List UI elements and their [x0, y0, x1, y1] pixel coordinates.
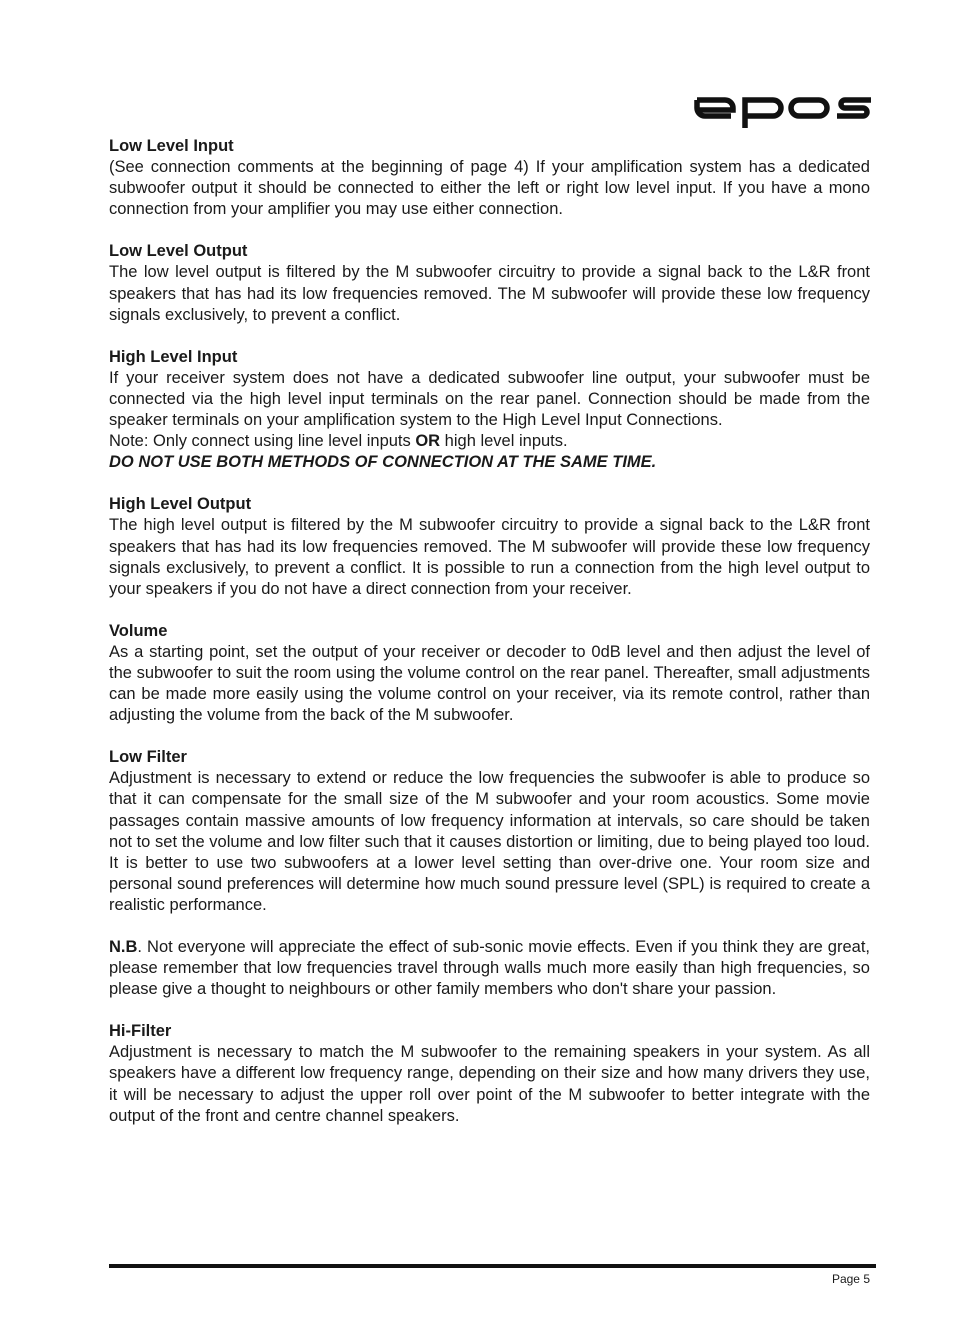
section-paragraph: As a starting point, set the output of your receiver or decoder to 0dB level and then adjust the level of the subwoofer to suit the room using the volume control on the rear panel. Thereafter, small adjustments can be made more easily using the volume control on your receiver, via its remote control, rather than adjusting the volume from the back of the M subwoofer. [109, 642, 870, 725]
section-paragraph: Adjustment is necessary to extend or reduce the low frequencies the subwoofer is able to produce so that it can compensate for the small size of the M subwoofer and your room acoustics. Some movie passages contain massive amounts of low frequency information at intervals, so care should be taken not to set the volume and low filter such that it causes distortion or limiting, due to being played too loud. It is better to use two subwoofers at a lower level setting than over-drive one. Your room size and personal sound preferences will determine how much sound pressure level (SPL) is required to create a realistic performance. [109, 769, 870, 914]
epos-logo [693, 86, 873, 130]
section-paragraph: If your receiver system does not have a dedicated subwoofer line output, your subwoofer must be connected via the high level input terminals on the rear panel. Connection should be made from the speaker terminals on your amplification system to the High Level Input Connections. [109, 368, 870, 430]
nb-text: . Not everyone will appreciate the effect of sub-sonic movie effects. Even if you think they are great, please remember that low frequencies travel through walls much more easily than high frequencies, so please give a thought to neighbours or other family members who don't share your passion. [109, 938, 870, 999]
section-high-level-output [109, 494, 870, 599]
section-low-level-input [109, 136, 870, 220]
section-heading: High Level Input [109, 347, 238, 366]
nb-label: N.B [109, 938, 138, 956]
section-low-filter [109, 747, 870, 916]
section-heading: Low Level Output [109, 242, 248, 261]
section-paragraph: The low level output is filtered by the M subwoofer circuitry to provide a signal back to the L&R front speakers that has had its low frequencies removed. The M subwoofer will provide these low frequency signals exclusively, to prevent a conflict. [109, 263, 870, 324]
connection-warning: DO NOT USE BOTH METHODS OF CONNECTION AT THE SAME TIME. [109, 453, 657, 472]
connection-note [109, 431, 870, 452]
note-text: Note: Only connect using line level inputs [109, 432, 416, 451]
footer-rule [109, 1264, 876, 1268]
section-heading: Low Level Input [109, 137, 234, 155]
section-volume [109, 621, 870, 726]
section-paragraph: The high level output is filtered by the M subwoofer circuitry to provide a signal back to the L&R front speakers that has had its low frequencies removed. The M subwoofer will provide these low frequency signals exclusively, to prevent a conflict. It is possible to run a connection from the high level output to your speakers if you do not have a direct connection from your receiver. [109, 516, 870, 598]
document-body [109, 136, 870, 1148]
section-low-level-output [109, 241, 870, 325]
section-heading: Low Filter [109, 748, 187, 767]
section-heading: High Level Output [109, 495, 252, 514]
section-heading: Volume [109, 621, 168, 640]
section-paragraph: (See connection comments at the beginning of page 4) If your amplification system has a dedicated subwoofer output it should be connected to either the left or right low level input. If you have a mono connection from your amplifier you may use either connection. [109, 158, 870, 219]
section-high-level-input [109, 347, 870, 474]
note-emphasis: OR [415, 432, 441, 451]
section-heading: Hi-Filter [109, 1022, 172, 1041]
section-paragraph: Adjustment is necessary to match the M subwoofer to the remaining speakers in your system. As all speakers have a different low frequency range, depending on their size and how many drivers they use, it will be necessary to adjust the upper roll over point of the M subwoofer to better integrate with the output of the front and centre channel speakers. [109, 1043, 870, 1125]
page-number: Page 5 [831, 1272, 870, 1286]
section-nb [109, 937, 870, 1000]
nb-paragraph [109, 937, 870, 1000]
note-text-end: high level inputs. [440, 432, 568, 451]
section-hi-filter [109, 1021, 870, 1126]
